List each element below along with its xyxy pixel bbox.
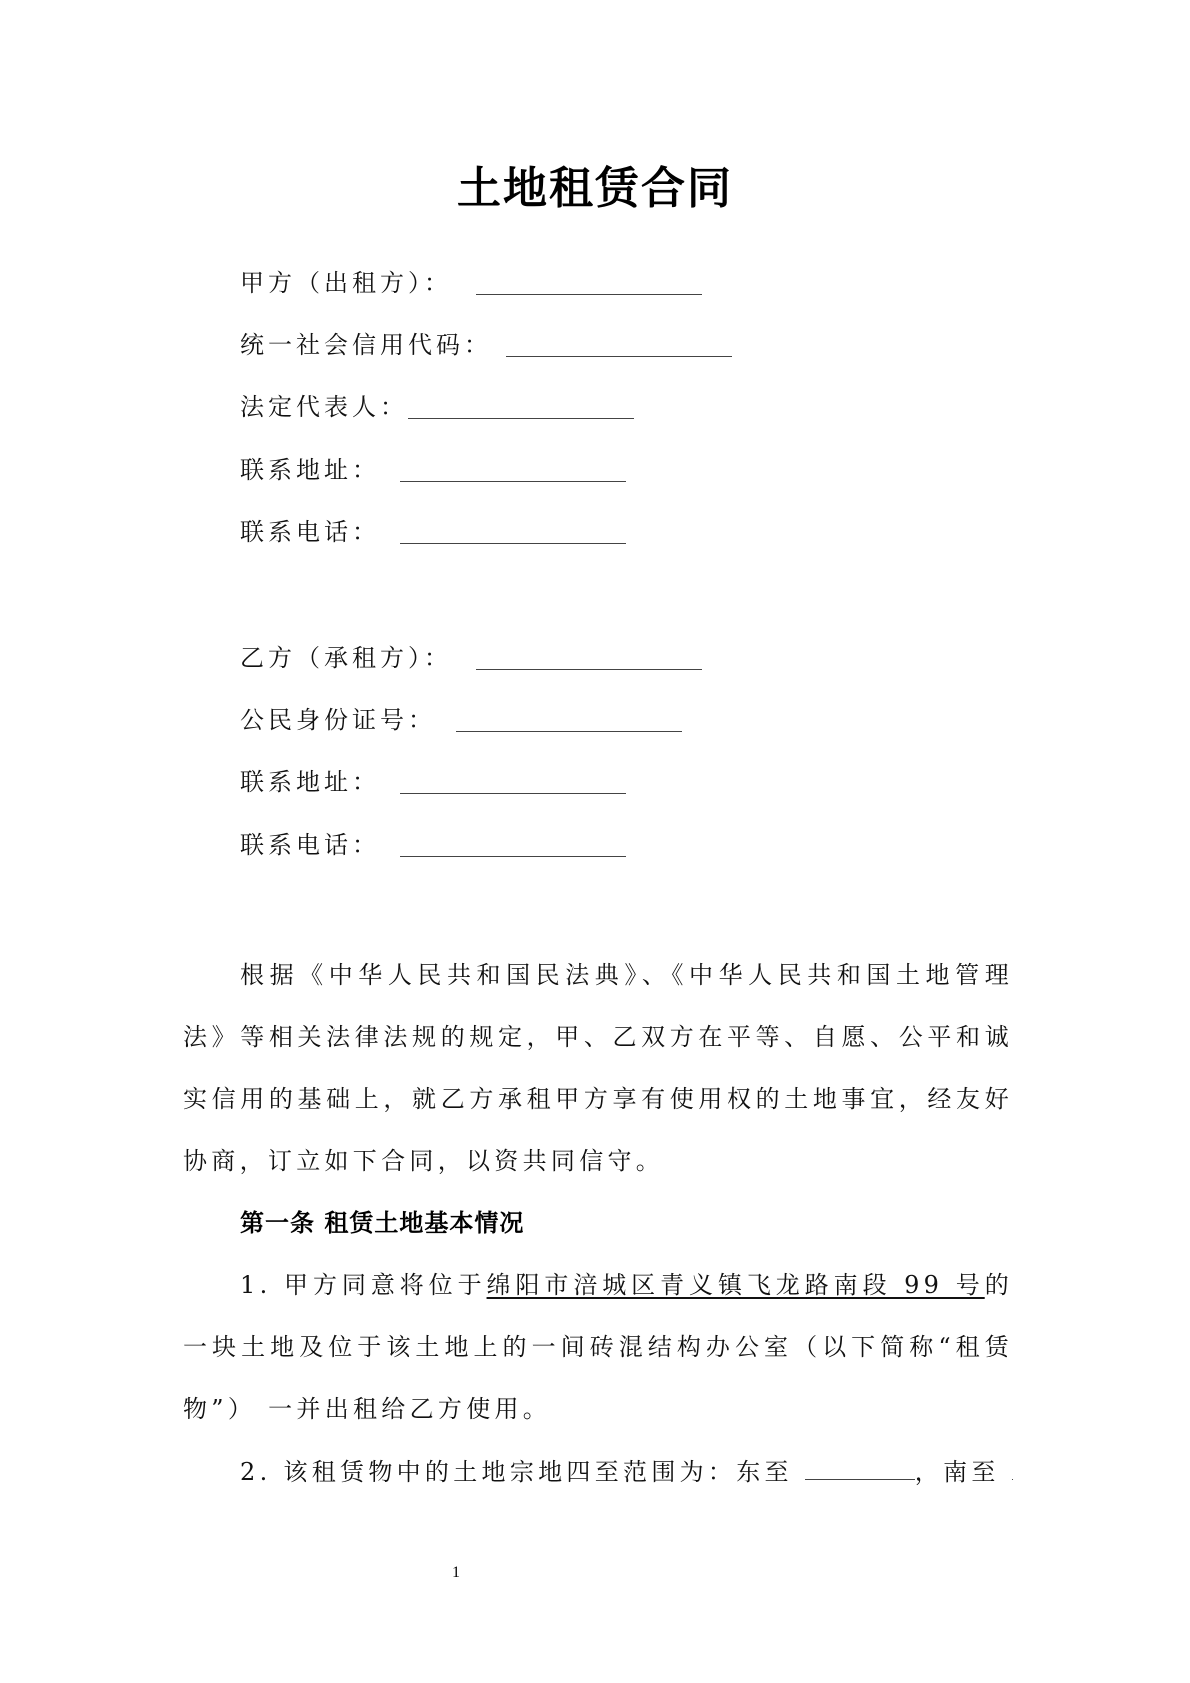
party-a-address-row — [240, 455, 626, 485]
preamble-paragraph: 根据《中华人民共和国民法典》、《中华人民共和国土地管理法》等相关法律法规的规定，甲、乙双方在平等、自愿、公平和诚实信用的基础上，就乙方承租甲方享有使用权的土地事宜，经友好协商，订立如下合同，以资共同信守。 — [183, 961, 1013, 1175]
party-a-phone-row — [240, 517, 626, 547]
party-b-address-row — [240, 767, 626, 797]
property-address: 绵阳市涪城区青义镇飞龙路南段 99 号 — [486, 1271, 985, 1299]
party-b-blank[interactable] — [476, 668, 702, 670]
party-b-row — [240, 643, 702, 673]
party-a-label: 甲方（出租方）： — [240, 269, 452, 297]
party-a-address-label: 联系地址： — [240, 456, 380, 484]
party-b-phone-row — [240, 830, 626, 860]
party-b-phone-label: 联系电话： — [240, 831, 380, 859]
party-a-phone-blank[interactable] — [400, 542, 626, 544]
article-1-item-2 — [183, 1441, 1013, 1503]
document-title: 土地租赁合同 — [457, 163, 733, 214]
legal-rep-blank[interactable] — [408, 417, 634, 419]
item-2-prefix: 2. 该租赁物中的土地宗地四至范围为：东至 — [240, 1458, 805, 1486]
party-b-id-row — [240, 705, 682, 735]
east-boundary-blank[interactable] — [805, 1478, 915, 1480]
item-1-suffix: 的一块土地及位于该土地上的一间砖混结构办公室（以下简称“租赁物”） 一并出租给乙方使用。 — [183, 1271, 1014, 1423]
legal-rep-label: 法定代表人： — [240, 393, 408, 421]
article-1-heading: 第一条 租赁土地基本情况 — [240, 1209, 525, 1237]
party-a-phone-label: 联系电话： — [240, 518, 380, 546]
party-a-row — [240, 268, 702, 298]
item-1-prefix: 1. 甲方同意将位于 — [240, 1271, 487, 1299]
page-number: 1 — [452, 1564, 460, 1581]
party-b-label: 乙方（承租方）： — [240, 644, 452, 672]
party-a-credit-code-row — [240, 330, 732, 360]
party-b-address-blank[interactable] — [400, 792, 626, 794]
party-a-blank[interactable] — [476, 293, 702, 295]
credit-code-blank[interactable] — [506, 355, 732, 357]
party-b-address-label: 联系地址： — [240, 768, 380, 796]
credit-code-label: 统一社会信用代码： — [240, 331, 492, 359]
party-a-legal-rep-row — [240, 392, 634, 422]
party-a-address-blank[interactable] — [400, 480, 626, 482]
south-boundary-blank[interactable] — [1012, 1478, 1013, 1480]
id-number-blank[interactable] — [456, 730, 682, 732]
item-2-middle: ，南至 — [914, 1458, 1012, 1486]
party-b-phone-blank[interactable] — [400, 855, 626, 857]
id-number-label: 公民身份证号： — [240, 706, 436, 734]
article-1-item-1 — [183, 1254, 1013, 1440]
